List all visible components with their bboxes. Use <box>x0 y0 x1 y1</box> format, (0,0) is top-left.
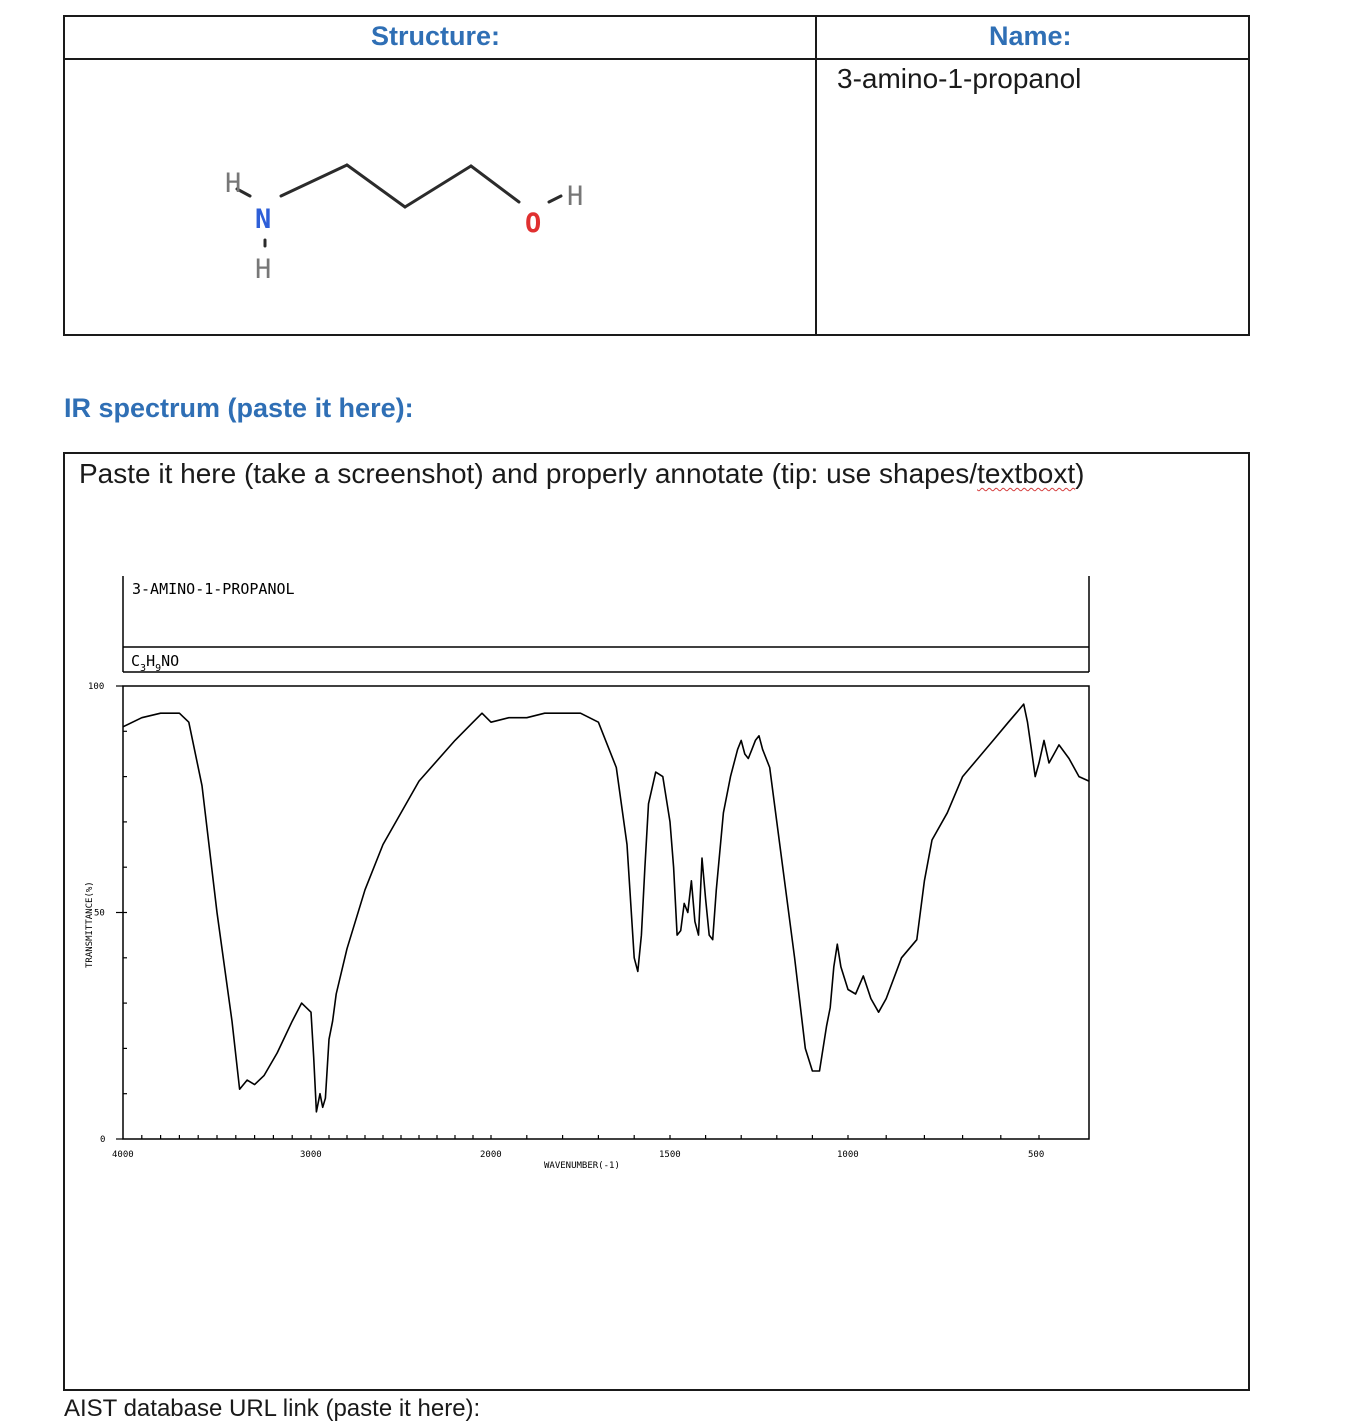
formula-h: H <box>146 652 156 670</box>
x-tick-label: 3000 <box>300 1150 322 1160</box>
atom-n: N <box>255 204 272 235</box>
x-tick-label: 4000 <box>112 1150 134 1160</box>
atom-h-right: H <box>567 181 584 212</box>
chart-title: 3-AMINO-1-PROPANOL <box>132 580 295 598</box>
x-tick-label: 1500 <box>659 1150 681 1160</box>
x-tick-label: 2000 <box>480 1150 502 1160</box>
chart-formula <box>131 652 179 674</box>
formula-h-sub: 9 <box>155 663 162 674</box>
paste-instruction-main: Paste it here (take a screenshot) and properly annotate (tip: use shapes/ <box>79 458 978 489</box>
structure-header: Structure: <box>371 21 501 51</box>
x-axis-label: WAVENUMBER(-1) <box>544 1161 620 1171</box>
atom-h-left: H <box>225 168 242 199</box>
y-tick-label: 50 <box>94 908 105 919</box>
y-tick-label: 0 <box>100 1135 106 1145</box>
atom-h-bottom: H <box>255 254 272 285</box>
formula-c-sub: 3 <box>140 663 147 674</box>
axis-tick-labels <box>88 682 1044 1160</box>
plot-frame <box>123 686 1089 1139</box>
axis-ticks <box>116 686 1039 1139</box>
y-tick-label: 100 <box>88 682 105 692</box>
ir-section-title: IR spectrum (paste it here): <box>64 393 414 423</box>
atom-o: O <box>525 208 542 239</box>
x-tick-label: 500 <box>1028 1150 1045 1160</box>
formula-rest: NO <box>161 652 180 670</box>
name-header: Name: <box>989 21 1072 51</box>
formula-c: C <box>131 652 141 670</box>
spectrum-line <box>123 704 1089 1112</box>
x-tick-label: 1000 <box>837 1150 859 1160</box>
nist-url-prompt: AIST database URL link (paste it here): <box>64 1395 481 1422</box>
compound-name-value: 3-amino-1-propanol <box>837 63 1082 94</box>
paste-instruction-misspelled: textboxt <box>977 458 1076 489</box>
paste-instruction-end: ) <box>1075 458 1085 489</box>
y-axis-label: TRANSMITTANCE(%) <box>85 881 95 968</box>
